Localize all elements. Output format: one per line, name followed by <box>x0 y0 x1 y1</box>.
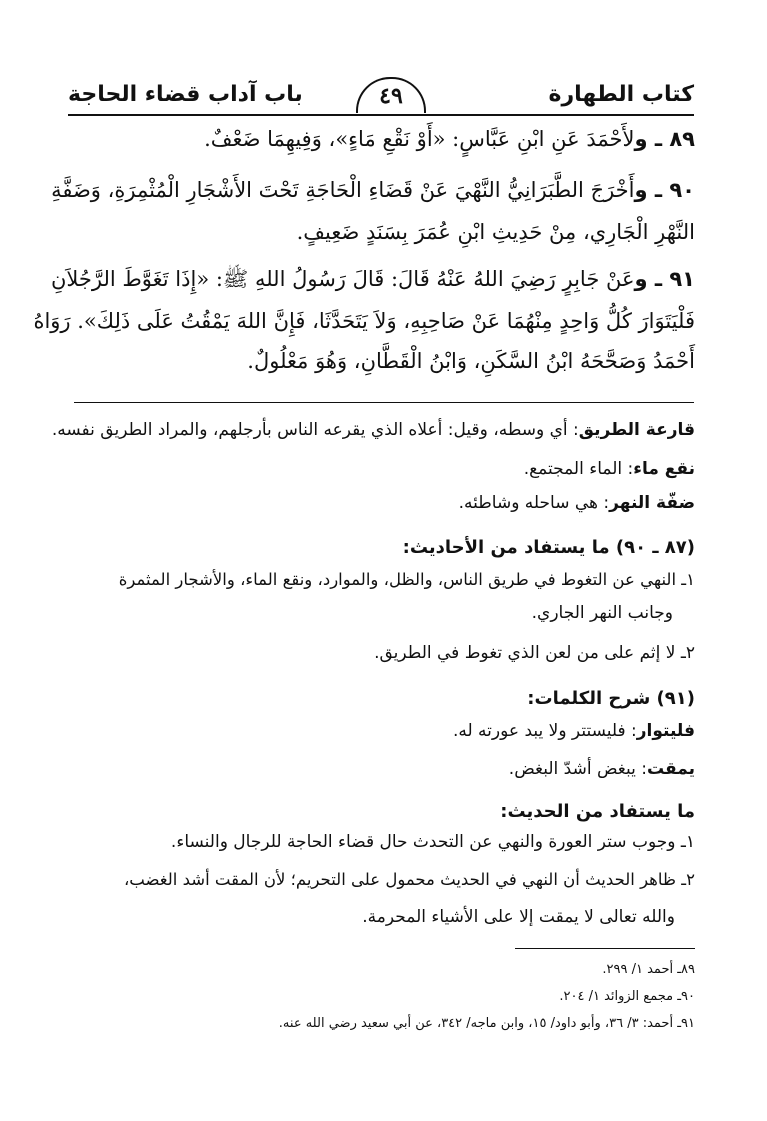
footnote: ٩١ـ أحمد: ٣/ ٣٦، وأبو داود/ ١٥، وابن ماجه/ ٣٤٢، عن أبي سعيد رضي الله عنه. <box>278 1016 695 1031</box>
hadith-number: ٩٠ ـ و <box>634 178 695 202</box>
hadith-91-line-2: فَلْيَتَوَارَ كُلُّ وَاحِدٍ مِنْهُمَا عَنْ صَاحِبِهِ، وَلاَ يَتَحَدَّثَا، فَإِنَّ اللهَ يَمْقُتُ عَلَى ذَلِكَ». رَوَاهُ <box>33 309 695 333</box>
section-divider <box>74 402 694 403</box>
glossary-definition: : هي ساحله وشاطئه. <box>458 493 610 513</box>
section-heading: (٨٧ ـ ٩٠) ما يستفاد من الأحاديث: <box>402 537 695 558</box>
glossary-item <box>51 417 695 443</box>
hadith-90-line-2: النَّهْرِ الْجَارِي، مِنْ حَدِيثِ ابْنِ عُمَرَ بِسَنَدٍ ضَعِيفٍ. <box>296 220 695 244</box>
hadith-number: ٩١ ـ و <box>634 267 695 291</box>
hadith-91-line-1 <box>50 264 695 294</box>
glossary-definition: : يبغض أشدّ البغض. <box>508 759 647 779</box>
footnote: ٨٩ـ أحمد ١/ ٢٩٩. <box>602 962 695 977</box>
benefit-item-2-cont: والله تعالى لا يمقت إلا على الأشياء المحرمة. <box>362 907 675 927</box>
hadith-text: عَنْ جَابِرٍ رَضِيَ اللهُ عَنْهُ قَالَ: قَالَ رَسُولُ اللهِ ﷺ: «إِذَا تَغَوَّطَ الرَّجُلاَنِ <box>50 267 635 291</box>
hadith-text: أَخْرَجَ الطَّبَرَانِيُّ النَّهْيَ عَنْ قَضَاءِ الْحَاجَةِ تَحْتَ الأَشْجَارِ الْمُثْمِرَةِ، وَضَفَّةِ <box>51 178 635 202</box>
benefit-item-2: ٢ـ ظاهر الحديث أن النهي في الحديث محمول على التحريم؛ لأن المقت أشد الغضب، <box>123 870 695 889</box>
glossary-definition: : الماء المجتمع. <box>523 459 634 479</box>
glossary-definition: : أي وسطه، وقيل: أعلاه الذي يقرعه الناس بأرجلهم، والمراد الطريق نفسه. <box>51 420 579 440</box>
glossary-term: نقع ماء <box>633 459 695 479</box>
chapter-title: باب آداب قضاء الحاجة <box>68 82 303 107</box>
glossary-definition: : فليستتر ولا يبد عورته له. <box>452 721 637 741</box>
hadith-number: ٨٩ ـ و <box>634 127 695 151</box>
footnote: ٩٠ـ مجمع الزوائد ١/ ٢٠٤. <box>559 989 695 1004</box>
page-header <box>68 80 694 116</box>
benefit-item-1: ١ـ وجوب ستر العورة والنهي عن التحدث حال قضاء الحاجة للرجال والنساء. <box>170 832 695 852</box>
glossary-term: قارعة الطريق <box>578 420 695 440</box>
section-heading: (٩١) شرح الكلمات: <box>527 688 695 709</box>
glossary-item <box>67 456 695 482</box>
glossary-item <box>67 756 695 782</box>
glossary-item <box>67 718 695 744</box>
section-heading: ما يستفاد من الحديث: <box>500 801 695 822</box>
benefit-item-1: ١ـ النهي عن التغوط في طريق الناس، والظل، والموارد، ونقع الماء، والأشجار المثمرة <box>118 570 695 589</box>
hadith-89 <box>67 124 695 154</box>
benefit-item-2: ٢ـ لا إثم على من لعن الذي تغوط في الطريق. <box>374 643 695 663</box>
hadith-text: لأَحْمَدَ عَنِ ابْنِ عَبَّاسٍ: «أَوْ نَقْعِ مَاءٍ»، وَفِيهِمَا ضَعْفٌ. <box>204 127 635 151</box>
glossary-term: ضفّة النهر <box>609 493 695 513</box>
hadith-91-line-3: أَحْمَدُ وَصَحَّحَهُ ابْنُ السَّكَنِ، وَابْنُ الْقَطَّانِ، وَهُوَ مَعْلُولٌ. <box>247 349 695 373</box>
glossary-term: يمقت <box>646 759 695 779</box>
footnote-divider <box>515 948 695 949</box>
glossary-item <box>67 490 695 516</box>
glossary-term: فليتوار <box>636 721 695 741</box>
page-number: ٤٩ <box>356 77 426 113</box>
header-rule <box>68 114 694 116</box>
benefit-item-1-cont: وجانب النهر الجاري. <box>531 603 673 623</box>
hadith-90-line-1 <box>51 175 695 205</box>
book-title: كتاب الطهارة <box>548 82 694 107</box>
